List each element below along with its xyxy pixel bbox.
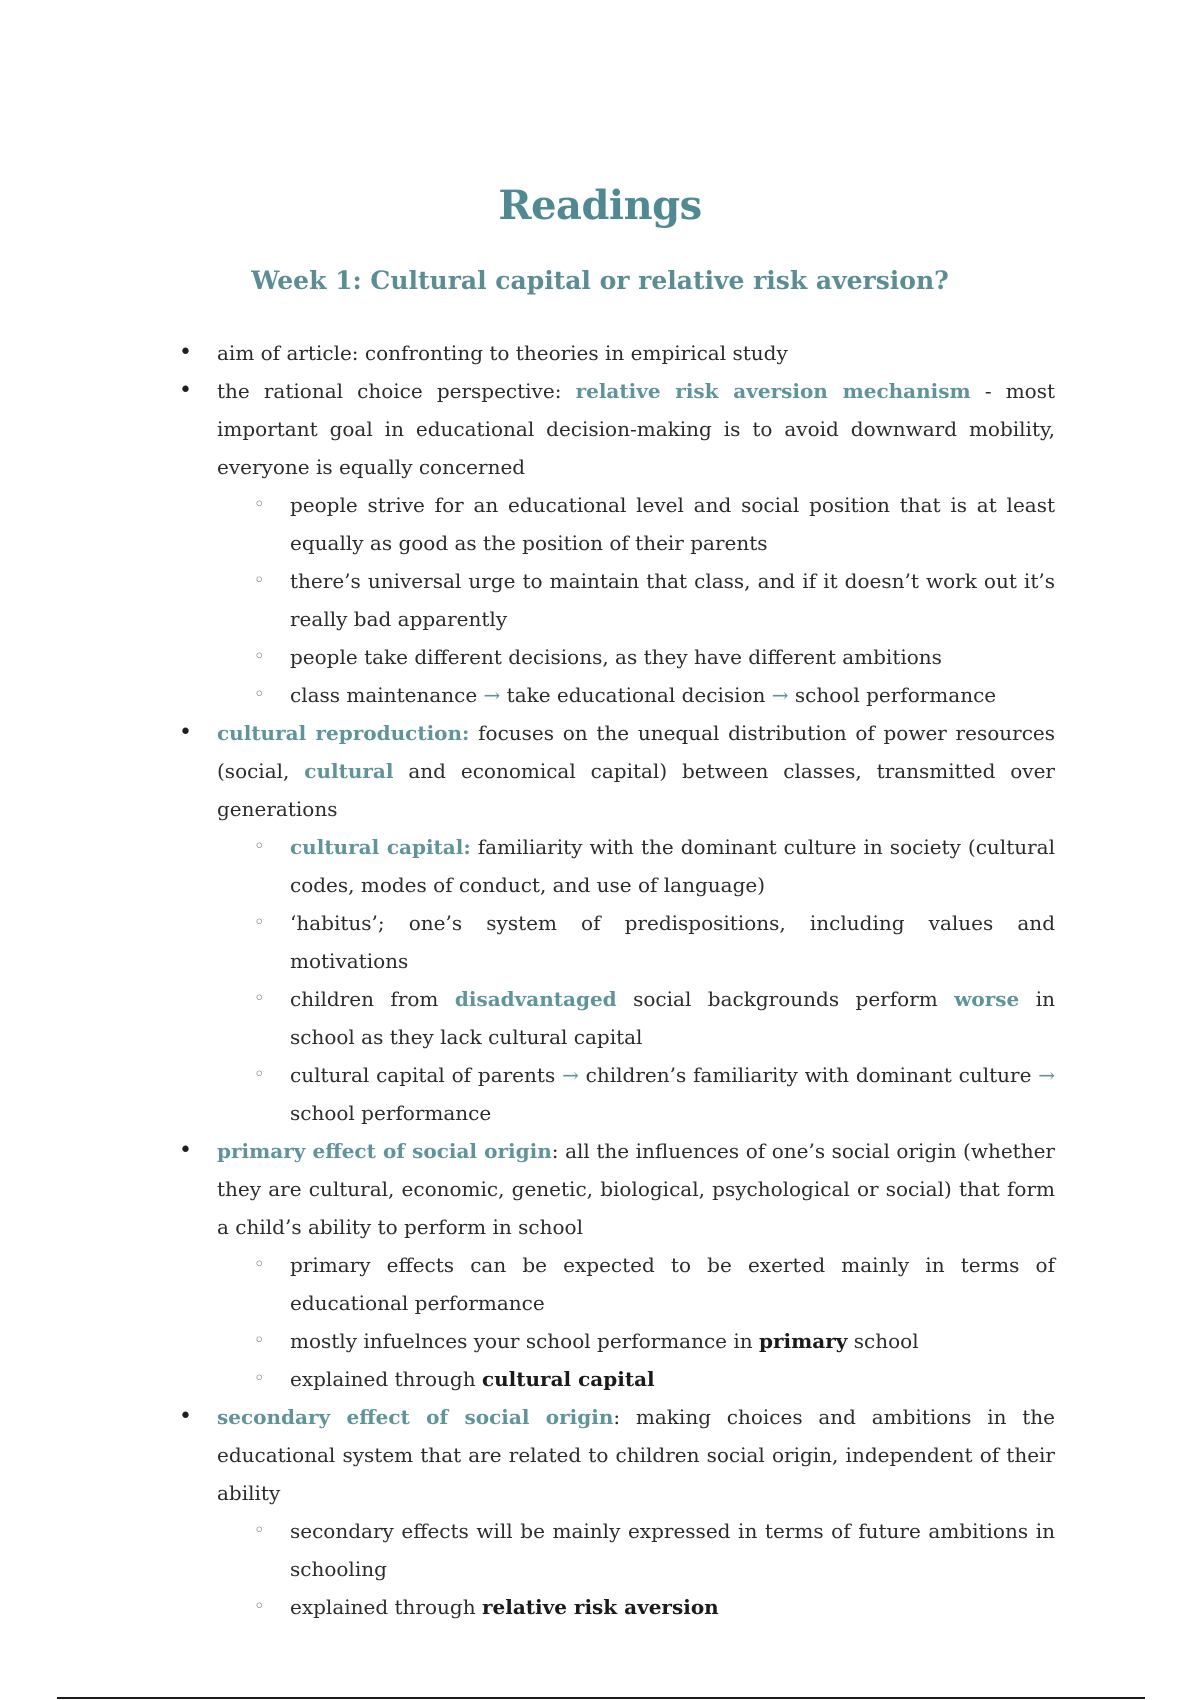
item-text: primary effects can be expected to be exerted mainly in terms of educational performance	[290, 1253, 1055, 1315]
bold-term: primary	[759, 1329, 848, 1353]
sub-list-item	[290, 1360, 1055, 1398]
arrow-icon: →	[562, 1063, 579, 1087]
arrow-icon: →	[771, 683, 789, 707]
item-text: in school as they lack cultural capital	[290, 987, 1056, 1049]
footer-divider	[57, 1697, 1145, 1699]
sub-list-item	[290, 562, 1055, 638]
bold-term: cultural capital	[481, 1367, 655, 1391]
item-text: cultural capital of parents	[290, 1063, 556, 1087]
item-text: people take different decisions, as they have different ambitions	[290, 645, 942, 669]
item-text: take educational decision	[506, 683, 766, 707]
item-text: familiarity with the dominant culture in society (cultural codes, modes of conduct, and use of language)	[290, 835, 1055, 897]
sub-list-item	[290, 1322, 1055, 1360]
item-text: children from	[290, 987, 455, 1011]
highlight-term: relative risk aversion mechanism	[575, 379, 971, 403]
list-item	[217, 714, 1055, 1132]
item-text: school performance	[290, 1101, 492, 1125]
sub-list-item	[290, 638, 1055, 676]
item-text: mostly infuelnces your school performance in	[290, 1329, 760, 1353]
item-text: children’s familiarity with dominant culture	[585, 1063, 1032, 1087]
list-item	[217, 372, 1055, 714]
highlight-term: cultural reproduction:	[217, 721, 470, 745]
item-text: the rational choice perspective:	[217, 379, 576, 403]
sub-list	[217, 1512, 1055, 1626]
list-item	[217, 1132, 1055, 1398]
sub-list	[217, 1246, 1055, 1398]
sub-list-item	[290, 486, 1055, 562]
item-text: focuses on the unequal distribution of power resources (social,	[217, 721, 1055, 783]
highlight-term: secondary effect of social origin	[217, 1405, 614, 1429]
item-text: school performance	[794, 683, 997, 707]
item-text: people strive for an educational level and social position that is at least equally as good as the position of their parents	[290, 493, 1055, 555]
item-text: and economical capital) between classes, transmitted over generations	[217, 759, 1055, 821]
item-text: explained through	[290, 1595, 482, 1619]
sub-list-item	[290, 1512, 1055, 1588]
item-text: aim of article: confronting to theories in empirical study	[217, 341, 788, 365]
highlight-term: cultural	[304, 759, 394, 783]
item-text: - most important goal in educational decision-making is to avoid downward mobility, everyone is equally concerned	[217, 379, 1056, 479]
item-text: : making choices and ambitions in the educational system that are related to children social origin, independent of their ability	[217, 1405, 1056, 1505]
sub-list-item	[290, 676, 1055, 714]
item-text: secondary effects will be mainly expressed in terms of future ambitions in schooling	[290, 1519, 1055, 1581]
sub-list	[217, 828, 1055, 1132]
sub-list-item	[290, 828, 1055, 904]
arrow-icon: →	[483, 683, 501, 707]
bold-term: relative risk aversion	[481, 1595, 719, 1619]
list-item	[217, 334, 1055, 372]
item-text: : all the influences of one’s social origin (whether they are cultural, economic, genetic, biological, psychological or social) that form a child’s ability to perform in school	[217, 1139, 1055, 1239]
sub-list	[217, 486, 1055, 714]
highlight-term: disadvantaged	[454, 987, 617, 1011]
list-item	[217, 1398, 1055, 1626]
notes-list	[217, 334, 1055, 1626]
sub-list-item	[290, 904, 1055, 980]
highlight-term: cultural capital:	[290, 835, 471, 859]
page-subtitle: Week 1: Cultural capital or relative risk aversion?	[251, 266, 949, 295]
item-text: there’s universal urge to maintain that class, and if it doesn’t work out it’s really bad apparently	[290, 569, 1055, 631]
item-text: ‘habitus’; one’s system of predispositions, including values and motivations	[290, 911, 1055, 973]
highlight-term: primary effect of social origin	[217, 1139, 552, 1163]
page-title: Readings	[498, 182, 702, 229]
highlight-term: worse	[954, 987, 1020, 1011]
sub-list-item	[290, 1246, 1055, 1322]
item-text: explained through	[290, 1367, 482, 1391]
sub-list-item	[290, 980, 1055, 1056]
item-text: social backgrounds perform	[616, 987, 955, 1011]
item-text: class maintenance	[290, 683, 478, 707]
arrow-icon: →	[1038, 1063, 1056, 1087]
item-text: school	[847, 1329, 919, 1353]
sub-list-item	[290, 1588, 1055, 1626]
sub-list-item	[290, 1056, 1055, 1132]
